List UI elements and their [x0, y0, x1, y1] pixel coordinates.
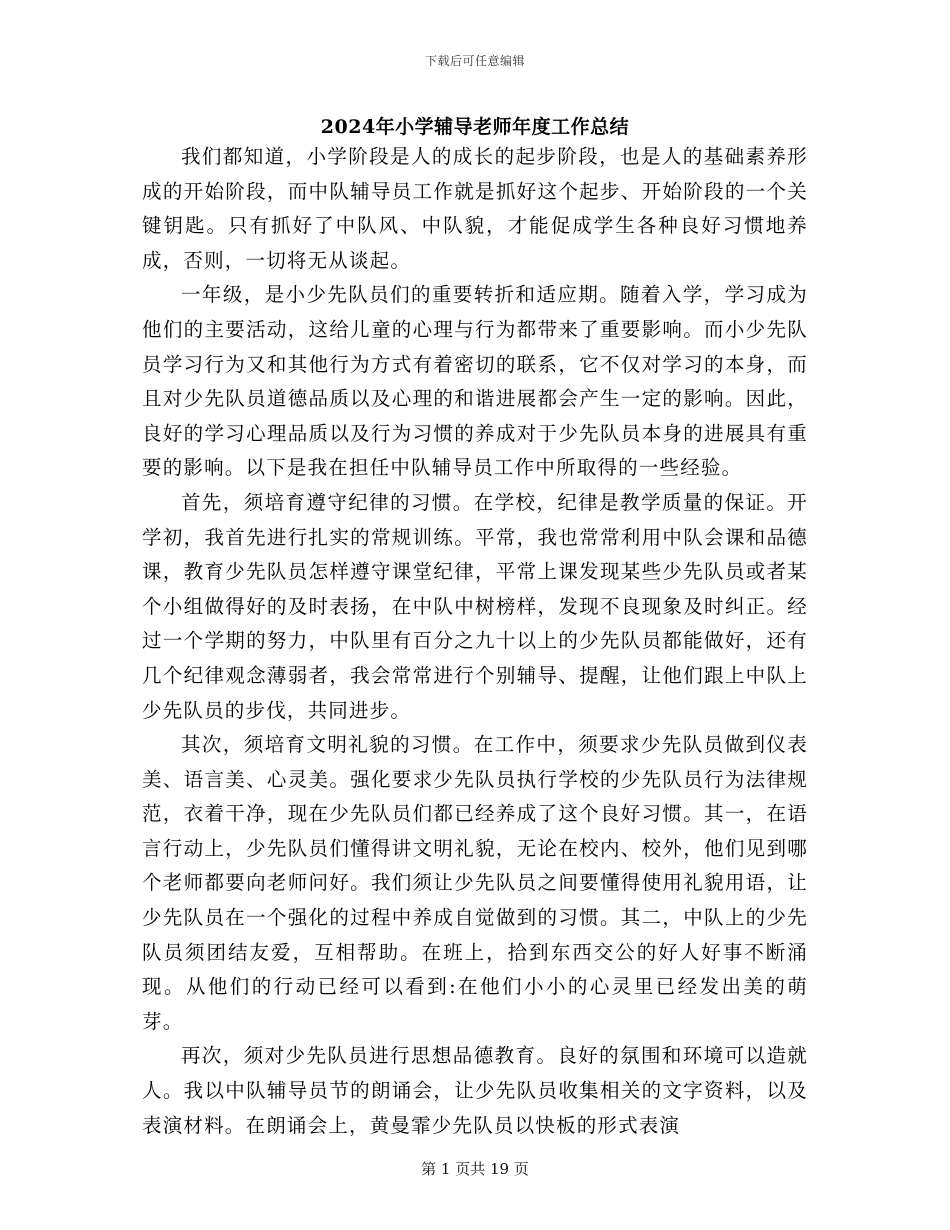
paragraph: 我们都知道，小学阶段是人的成长的起步阶段，也是人的基础素养形成的开始阶段，而中队辅导员工作就是抓好这个起步、开始阶段的一个关键钥匙。只有抓好了中队风、中队貌，才能促成学生各种良好习惯地养成，否则，一切将无从谈起。	[142, 145, 808, 272]
header-note: 下载后可任意编辑	[424, 54, 525, 68]
paragraph: 再次，须对少先队员进行思想品德教育。良好的氛围和环境可以造就人。我以中队辅导员节的朗诵会，让少先队员收集相关的文字资料，以及表演材料。在朗诵会上，黄曼霏少先队员以快板的形式表演	[142, 1044, 808, 1137]
document-title: 2024年小学辅导老师年度工作总结	[320, 116, 630, 138]
paragraph: 首先，须培育遵守纪律的习惯。在学校，纪律是教学质量的保证。开学初，我首先进行扎实的常规训练。平常，我也常常利用中队会课和品德课，教育少先队员怎样遵守课堂纪律，平常上课发现某些少先队员或者某个小组做得好的及时表扬，在中队中树榜样，发现不良现象及时纠正。经过一个学期的努力，中队里有百分之九十以上的少先队员都能做好，还有几个纪律观念薄弱者，我会常常进行个别辅导、提醒，让他们跟上中队上少先队员的步伐，共同进步。	[142, 490, 808, 722]
page-number: 第 1 页共 19 页	[421, 1160, 529, 1178]
paragraph: 其次，须培育文明礼貌的习惯。在工作中，须要求少先队员做到仪表美、语言美、心灵美。强化要求少先队员执行学校的少先队员行为法律规范，衣着干净，现在少先队员们都已经养成了这个良好习惯。其一，在语言行动上，少先队员们懂得讲文明礼貌，无论在校内、校外，他们见到哪个老师都要向老师问好。我们须让少先队员之间要懂得使用礼貌用语，让少先队员在一个强化的过程中养成自觉做到的习惯。其二，中队上的少先队员须团结友爱，互相帮助。在班上，拾到东西交公的好人好事不断涌现。从他们的行动已经可以看到:在他们小小的心灵里已经发出美的萌芽。	[142, 733, 808, 1033]
document-body	[142, 140, 808, 1143]
paragraph: 一年级，是小少先队员们的重要转折和适应期。随着入学，学习成为他们的主要活动，这给儿童的心理与行为都带来了重要影响。而小少先队员学习行为又和其他行为方式有着密切的联系，它不仅对学习的本身，而且对少先队员道德品质以及心理的和谐进展都会产生一定的影响。因此，良好的学习心理品质以及行为习惯的养成对于少先队员本身的进展具有重要的影响。以下是我在担任中队辅导员工作中所取得的一些经验。	[142, 283, 808, 480]
